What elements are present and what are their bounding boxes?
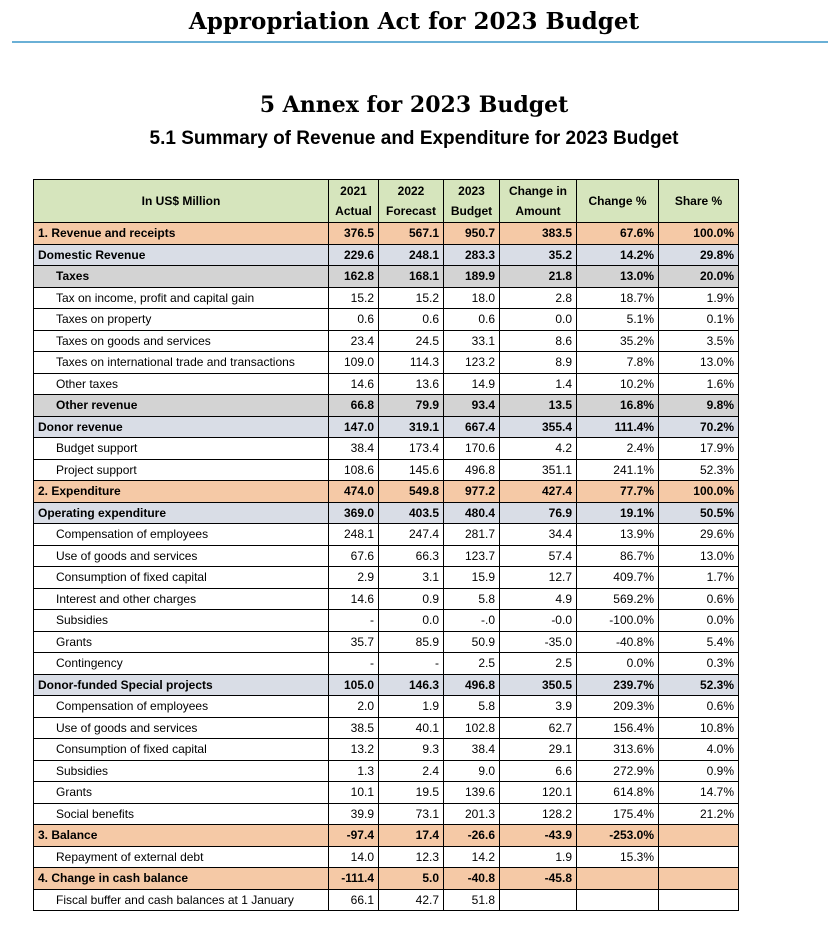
value-2023-budget: 14.9 [444,373,500,395]
value-2022-forecast: 549.8 [379,481,444,503]
row-label: Consumption of fixed capital [34,739,329,761]
col-header-label [34,180,329,223]
value-2021-actual: 35.7 [329,631,379,653]
table-row [34,416,739,438]
value-2021-actual: -97.4 [329,825,379,847]
value-change-pct: 111.4% [577,416,659,438]
table-row [34,395,739,417]
col-header-change-amount [500,180,577,223]
value-2023-budget: 496.8 [444,674,500,696]
value-change-pct: 86.7% [577,545,659,567]
value-2021-actual: 38.5 [329,717,379,739]
value-2021-actual: 108.6 [329,459,379,481]
value-2021-actual: 66.1 [329,889,379,911]
value-change-pct: -40.8% [577,631,659,653]
value-2022-forecast: 145.6 [379,459,444,481]
value-change-pct: -100.0% [577,610,659,632]
value-2021-actual: 376.5 [329,223,379,245]
col-header-share-pct [659,180,739,223]
table-row [34,438,739,460]
value-2021-actual: 15.2 [329,287,379,309]
value-2023-budget: 123.7 [444,545,500,567]
value-2022-forecast: 42.7 [379,889,444,911]
value-change-pct [577,889,659,911]
table-row [34,223,739,245]
value-2023-budget: 201.3 [444,803,500,825]
table-row [34,352,739,374]
table-row [34,868,739,890]
table-header-row [34,180,739,223]
value-change-amount: 21.8 [500,266,577,288]
value-2023-budget: -26.6 [444,825,500,847]
value-2023-budget: -.0 [444,610,500,632]
table-row [34,653,739,675]
value-2022-forecast: - [379,653,444,675]
value-change-pct: 313.6% [577,739,659,761]
value-change-pct: 18.7% [577,287,659,309]
value-change-amount: 57.4 [500,545,577,567]
table-row [34,588,739,610]
value-2023-budget: 123.2 [444,352,500,374]
row-label: Donor-funded Special projects [34,674,329,696]
row-label: Grants [34,631,329,653]
table-row [34,610,739,632]
value-share-pct: 100.0% [659,223,739,245]
value-share-pct: 29.8% [659,244,739,266]
value-change-amount: 35.2 [500,244,577,266]
value-2021-actual: 14.6 [329,588,379,610]
value-change-amount [500,889,577,911]
table-row [34,309,739,331]
document-header-title: Appropriation Act for 2023 Budget [188,8,640,35]
value-share-pct: 0.6% [659,696,739,718]
value-change-amount: 4.9 [500,588,577,610]
value-change-pct: 5.1% [577,309,659,331]
value-2021-actual: 248.1 [329,524,379,546]
value-2022-forecast: 319.1 [379,416,444,438]
value-2021-actual: 67.6 [329,545,379,567]
header-divider [12,41,828,43]
row-label: Other taxes [34,373,329,395]
table-row [34,244,739,266]
value-change-amount: 13.5 [500,395,577,417]
table-row [34,631,739,653]
value-change-amount: -43.9 [500,825,577,847]
value-change-pct: 2.4% [577,438,659,460]
value-2021-actual: 14.0 [329,846,379,868]
value-2022-forecast: 173.4 [379,438,444,460]
value-2022-forecast: 248.1 [379,244,444,266]
value-share-pct [659,846,739,868]
value-change-amount: 4.2 [500,438,577,460]
value-2023-budget: 950.7 [444,223,500,245]
value-2022-forecast: 13.6 [379,373,444,395]
value-change-pct: 16.8% [577,395,659,417]
value-2023-budget: 33.1 [444,330,500,352]
value-2023-budget: 18.0 [444,287,500,309]
row-label: Tax on income, profit and capital gain [34,287,329,309]
value-2023-budget: 281.7 [444,524,500,546]
value-change-amount: 8.9 [500,352,577,374]
value-2022-forecast: 66.3 [379,545,444,567]
column-header-line: Budget [450,204,493,218]
value-share-pct: 5.4% [659,631,739,653]
value-2023-budget: 139.6 [444,782,500,804]
value-2021-actual: 1.3 [329,760,379,782]
row-label: 2. Expenditure [34,481,329,503]
value-2022-forecast: 5.0 [379,868,444,890]
row-label: Consumption of fixed capital [34,567,329,589]
value-share-pct: 52.3% [659,674,739,696]
value-share-pct [659,825,739,847]
value-2021-actual: 109.0 [329,352,379,374]
row-label: Other revenue [34,395,329,417]
value-share-pct: 17.9% [659,438,739,460]
column-header-line: Change % [588,194,647,208]
table-row [34,545,739,567]
column-header-line: Share % [674,194,723,208]
value-2023-budget: 480.4 [444,502,500,524]
value-share-pct: 70.2% [659,416,739,438]
value-2022-forecast: 0.6 [379,309,444,331]
table-row [34,674,739,696]
value-share-pct: 20.0% [659,266,739,288]
value-2023-budget: 5.8 [444,696,500,718]
value-2021-actual: 66.8 [329,395,379,417]
value-change-pct: 0.0% [577,653,659,675]
annex-title: 5 Annex for 2023 Budget [259,92,569,118]
table-row [34,502,739,524]
value-change-pct: 13.9% [577,524,659,546]
value-2022-forecast: 146.3 [379,674,444,696]
value-share-pct [659,889,739,911]
value-2022-forecast: 0.0 [379,610,444,632]
table-row [34,889,739,911]
row-label: Use of goods and services [34,717,329,739]
value-change-amount: 427.4 [500,481,577,503]
value-2021-actual: 147.0 [329,416,379,438]
value-change-amount: 1.4 [500,373,577,395]
value-change-amount: 62.7 [500,717,577,739]
value-2022-forecast: 247.4 [379,524,444,546]
value-2022-forecast: 114.3 [379,352,444,374]
value-2022-forecast: 0.9 [379,588,444,610]
value-change-amount: 351.1 [500,459,577,481]
value-share-pct: 4.0% [659,739,739,761]
row-label: Taxes [34,266,329,288]
value-2022-forecast: 85.9 [379,631,444,653]
value-2023-budget: 38.4 [444,739,500,761]
table-row [34,373,739,395]
value-2022-forecast: 79.9 [379,395,444,417]
value-change-pct: 35.2% [577,330,659,352]
value-share-pct: 100.0% [659,481,739,503]
value-change-pct: 614.8% [577,782,659,804]
table-row [34,782,739,804]
column-header-line: 2022 [397,184,425,198]
value-change-amount: -45.8 [500,868,577,890]
row-label: Compensation of employees [34,696,329,718]
value-share-pct: 1.6% [659,373,739,395]
value-2022-forecast: 12.3 [379,846,444,868]
row-label: Subsidies [34,610,329,632]
value-2021-actual: 14.6 [329,373,379,395]
column-header-line: Forecast [385,204,437,218]
table-body [34,223,739,911]
value-2021-actual: 38.4 [329,438,379,460]
row-label: Subsidies [34,760,329,782]
value-2022-forecast: 19.5 [379,782,444,804]
value-2021-actual: - [329,610,379,632]
value-change-amount: 76.9 [500,502,577,524]
row-label: 4. Change in cash balance [34,868,329,890]
value-share-pct: 0.0% [659,610,739,632]
value-2021-actual: -111.4 [329,868,379,890]
value-2023-budget: 102.8 [444,717,500,739]
row-label: Social benefits [34,803,329,825]
table-row [34,760,739,782]
value-change-pct: 7.8% [577,352,659,374]
value-change-amount: 0.0 [500,309,577,331]
value-share-pct: 0.3% [659,653,739,675]
value-2023-budget: 977.2 [444,481,500,503]
value-2022-forecast: 1.9 [379,696,444,718]
value-share-pct: 9.8% [659,395,739,417]
row-label: 3. Balance [34,825,329,847]
value-change-pct: 569.2% [577,588,659,610]
value-2021-actual: 39.9 [329,803,379,825]
row-label: Operating expenditure [34,502,329,524]
value-2022-forecast: 17.4 [379,825,444,847]
value-share-pct [659,868,739,890]
row-label: Repayment of external debt [34,846,329,868]
value-change-pct: 175.4% [577,803,659,825]
column-header-line: Change in [508,184,567,198]
value-change-amount: 29.1 [500,739,577,761]
value-share-pct: 50.5% [659,502,739,524]
row-label: Compensation of employees [34,524,329,546]
row-label: Taxes on international trade and transactions [34,352,329,374]
table-row [34,524,739,546]
value-share-pct: 0.1% [659,309,739,331]
table-row [34,567,739,589]
value-change-amount: 2.8 [500,287,577,309]
section-subtitle: 5.1 Summary of Revenue and Expenditure for 2023 Budget [149,128,679,149]
value-share-pct: 1.7% [659,567,739,589]
value-change-amount: 34.4 [500,524,577,546]
value-2021-actual: 0.6 [329,309,379,331]
value-change-pct: 77.7% [577,481,659,503]
value-2021-actual: 2.0 [329,696,379,718]
value-change-pct: 10.2% [577,373,659,395]
table-row [34,266,739,288]
value-change-pct: 209.3% [577,696,659,718]
value-2021-actual: 23.4 [329,330,379,352]
table-row [34,459,739,481]
col-header-2023-budget [444,180,500,223]
value-change-pct: 409.7% [577,567,659,589]
column-header-line: Amount [515,204,561,218]
value-change-amount: 383.5 [500,223,577,245]
row-label: Fiscal buffer and cash balances at 1 January [34,889,329,911]
value-change-amount: -0.0 [500,610,577,632]
value-2021-actual: 105.0 [329,674,379,696]
value-share-pct: 21.2% [659,803,739,825]
value-2023-budget: 50.9 [444,631,500,653]
value-share-pct: 3.5% [659,330,739,352]
value-2023-budget: 283.3 [444,244,500,266]
row-label: 1. Revenue and receipts [34,223,329,245]
revenue-expenditure-table [33,179,739,911]
value-share-pct: 14.7% [659,782,739,804]
column-header-line: 2021 [340,184,367,198]
value-change-amount: 6.6 [500,760,577,782]
value-change-pct: 241.1% [577,459,659,481]
value-2023-budget: 189.9 [444,266,500,288]
value-change-pct [577,868,659,890]
value-change-amount: 8.6 [500,330,577,352]
value-change-pct: -253.0% [577,825,659,847]
value-2021-actual: 2.9 [329,567,379,589]
value-2022-forecast: 9.3 [379,739,444,761]
value-change-pct: 13.0% [577,266,659,288]
row-label: Interest and other charges [34,588,329,610]
value-share-pct: 13.0% [659,545,739,567]
value-2023-budget: 9.0 [444,760,500,782]
value-share-pct: 10.8% [659,717,739,739]
value-2023-budget: 0.6 [444,309,500,331]
value-change-amount: 2.5 [500,653,577,675]
value-change-amount: 12.7 [500,567,577,589]
value-2023-budget: -40.8 [444,868,500,890]
value-2022-forecast: 40.1 [379,717,444,739]
value-change-amount: -35.0 [500,631,577,653]
value-2021-actual: 162.8 [329,266,379,288]
value-2023-budget: 5.8 [444,588,500,610]
value-change-pct: 67.6% [577,223,659,245]
row-label: Donor revenue [34,416,329,438]
value-2021-actual: 369.0 [329,502,379,524]
value-share-pct: 52.3% [659,459,739,481]
value-share-pct: 1.9% [659,287,739,309]
col-header-2022-forecast [379,180,444,223]
table-row [34,330,739,352]
value-share-pct: 0.6% [659,588,739,610]
row-label: Project support [34,459,329,481]
value-2022-forecast: 2.4 [379,760,444,782]
value-change-amount: 1.9 [500,846,577,868]
value-change-pct: 19.1% [577,502,659,524]
table-row [34,287,739,309]
value-2023-budget: 15.9 [444,567,500,589]
value-change-pct: 15.3% [577,846,659,868]
value-change-amount: 120.1 [500,782,577,804]
value-change-amount: 355.4 [500,416,577,438]
value-share-pct: 29.6% [659,524,739,546]
table-row [34,739,739,761]
table-row [34,717,739,739]
column-header-line: 2023 [458,184,485,198]
value-change-amount: 350.5 [500,674,577,696]
value-2022-forecast: 15.2 [379,287,444,309]
value-change-pct: 156.4% [577,717,659,739]
value-2023-budget: 51.8 [444,889,500,911]
table-row [34,825,739,847]
row-label: Grants [34,782,329,804]
value-2021-actual: 229.6 [329,244,379,266]
value-2022-forecast: 168.1 [379,266,444,288]
value-2021-actual: 474.0 [329,481,379,503]
col-header-2021-actual [329,180,379,223]
row-label: Use of goods and services [34,545,329,567]
column-header-line: Actual [335,204,372,218]
value-2022-forecast: 73.1 [379,803,444,825]
table-row [34,696,739,718]
value-2023-budget: 496.8 [444,459,500,481]
value-2021-actual: 13.2 [329,739,379,761]
value-2023-budget: 14.2 [444,846,500,868]
value-change-amount: 128.2 [500,803,577,825]
row-label: Taxes on goods and services [34,330,329,352]
value-2023-budget: 170.6 [444,438,500,460]
value-share-pct: 13.0% [659,352,739,374]
value-2023-budget: 2.5 [444,653,500,675]
value-2022-forecast: 3.1 [379,567,444,589]
table-row [34,803,739,825]
value-2022-forecast: 403.5 [379,502,444,524]
value-2023-budget: 667.4 [444,416,500,438]
table-row [34,846,739,868]
column-header-line: In US$ Million [141,194,221,208]
row-label: Budget support [34,438,329,460]
value-change-pct: 272.9% [577,760,659,782]
value-2021-actual: 10.1 [329,782,379,804]
value-change-amount: 3.9 [500,696,577,718]
row-label: Contingency [34,653,329,675]
table-row [34,481,739,503]
row-label: Domestic Revenue [34,244,329,266]
value-2022-forecast: 24.5 [379,330,444,352]
col-header-change-pct [577,180,659,223]
value-change-pct: 239.7% [577,674,659,696]
row-label: Taxes on property [34,309,329,331]
value-2023-budget: 93.4 [444,395,500,417]
value-2022-forecast: 567.1 [379,223,444,245]
value-change-pct: 14.2% [577,244,659,266]
value-share-pct: 0.9% [659,760,739,782]
value-2021-actual: - [329,653,379,675]
